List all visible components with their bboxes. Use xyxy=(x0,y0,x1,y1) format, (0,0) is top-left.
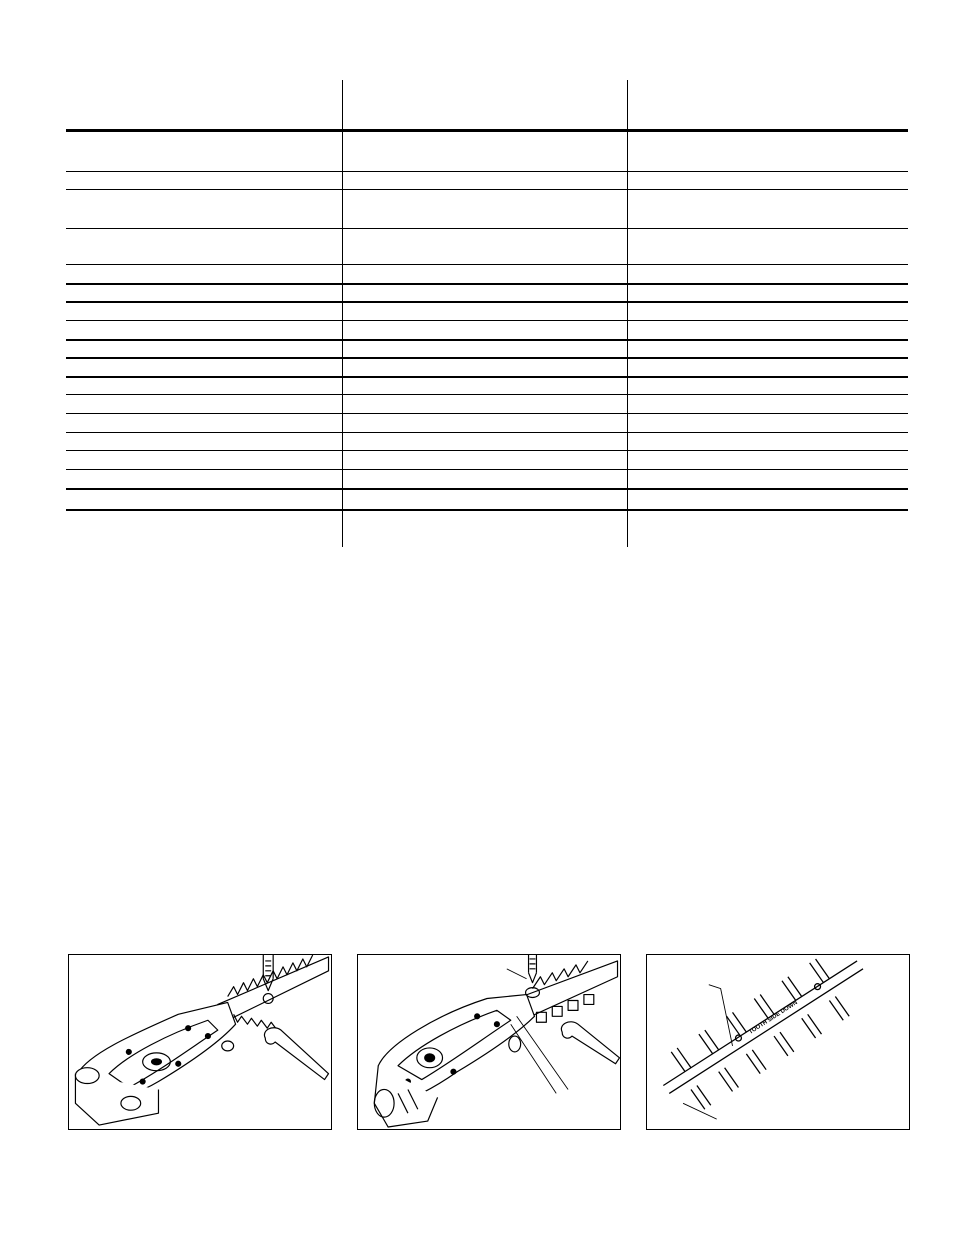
row-rule xyxy=(66,394,908,395)
row-rule xyxy=(66,320,908,321)
gearbox-illustration xyxy=(358,955,620,1129)
row-rule xyxy=(66,171,908,172)
column-divider xyxy=(342,80,343,547)
column-divider xyxy=(627,80,628,547)
row-rule xyxy=(66,339,908,341)
figure-blade-orientation xyxy=(646,954,910,1130)
row-rule xyxy=(66,301,908,303)
figure-gearbox xyxy=(357,954,621,1130)
row-rule xyxy=(66,413,908,414)
row-rule xyxy=(66,283,908,285)
blade-assembly-illustration xyxy=(69,955,331,1129)
row-rule xyxy=(66,264,908,265)
row-rule xyxy=(66,189,908,190)
row-rule xyxy=(66,488,908,490)
row-rule xyxy=(66,357,908,359)
header-rule xyxy=(66,129,908,132)
row-rule xyxy=(66,228,908,229)
row-rule xyxy=(66,376,908,378)
row-rule xyxy=(66,432,908,433)
blade-illustration xyxy=(647,955,909,1129)
row-rule xyxy=(66,509,908,511)
blade-label: TOOTH SIDE DOWN xyxy=(748,999,799,1036)
row-rule xyxy=(66,450,908,451)
figure-blade-screw xyxy=(68,954,332,1130)
row-rule xyxy=(66,469,908,470)
